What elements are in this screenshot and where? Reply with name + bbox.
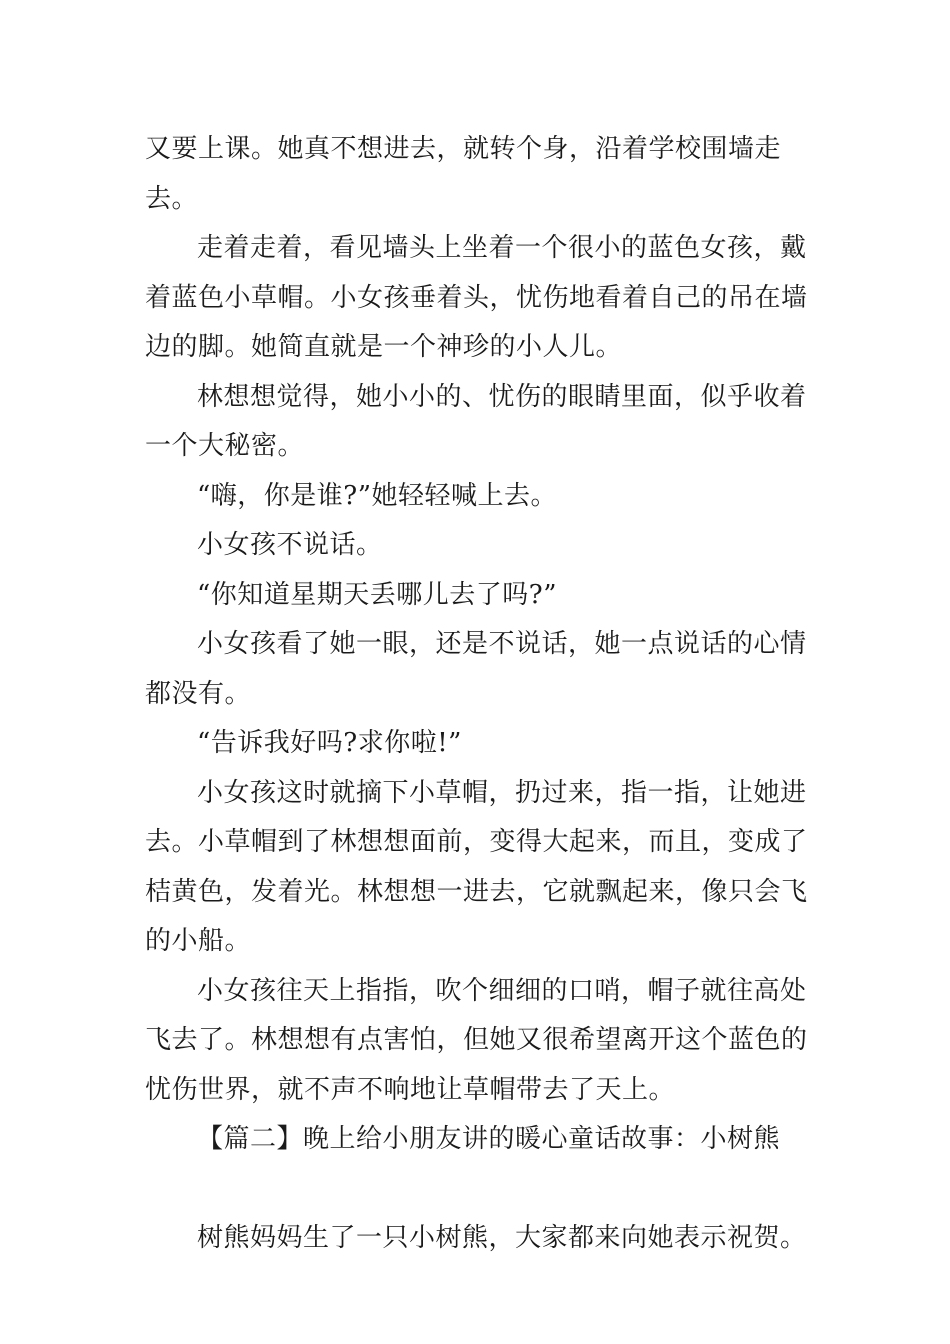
- paragraph: “告诉我好吗?求你啦!”: [197, 728, 462, 758]
- paragraph: 小女孩这时就摘下小草帽，扔过来，指一指，让她进去。小草帽到了林想想面前，变得大起来，而且，变成了桔黄色，发着光。林想想一进去，它就飘起来，像只会飞的小船。: [145, 777, 808, 956]
- paragraph: 林想想觉得，她小小的、忧伤的眼睛里面，似乎收着一个大秘密。: [145, 381, 807, 461]
- paragraph: 树熊妈妈生了一只小树熊，大家都来向她表示祝贺。: [197, 1223, 807, 1253]
- paragraph: “你知道星期天丢哪儿去了吗?”: [197, 579, 558, 610]
- paragraph: 小女孩往天上指指，吹个细细的口哨，帽子就往高处飞去了。林想想有点害怕，但她又很希望离开这个蓝色的忧伤世界，就不声不响地让草帽带去了天上。: [145, 975, 808, 1105]
- paragraph: “嗨，你是谁?”她轻轻喊上去。: [197, 480, 558, 511]
- paragraph: 小女孩看了她一眼，还是不说话，她一点说话的心情都没有。: [145, 629, 807, 709]
- paragraph: 又要上课。她真不想进去，就转个身，沿着学校围墙走去。: [145, 134, 782, 214]
- section-heading: 【篇二】晚上给小朋友讲的暖心童话故事：小树熊: [197, 1124, 781, 1154]
- paragraph: 小女孩不说话。: [197, 530, 383, 560]
- document-body: [145, 125, 810, 1264]
- blank-line: [145, 1165, 810, 1215]
- paragraph: 走着走着，看见墙头上坐着一个很小的蓝色女孩，戴着蓝色小草帽。小女孩垂着头，忧伤地看着自己的吊在墙边的脚。她简直就是一个神珍的小人儿。: [145, 233, 808, 362]
